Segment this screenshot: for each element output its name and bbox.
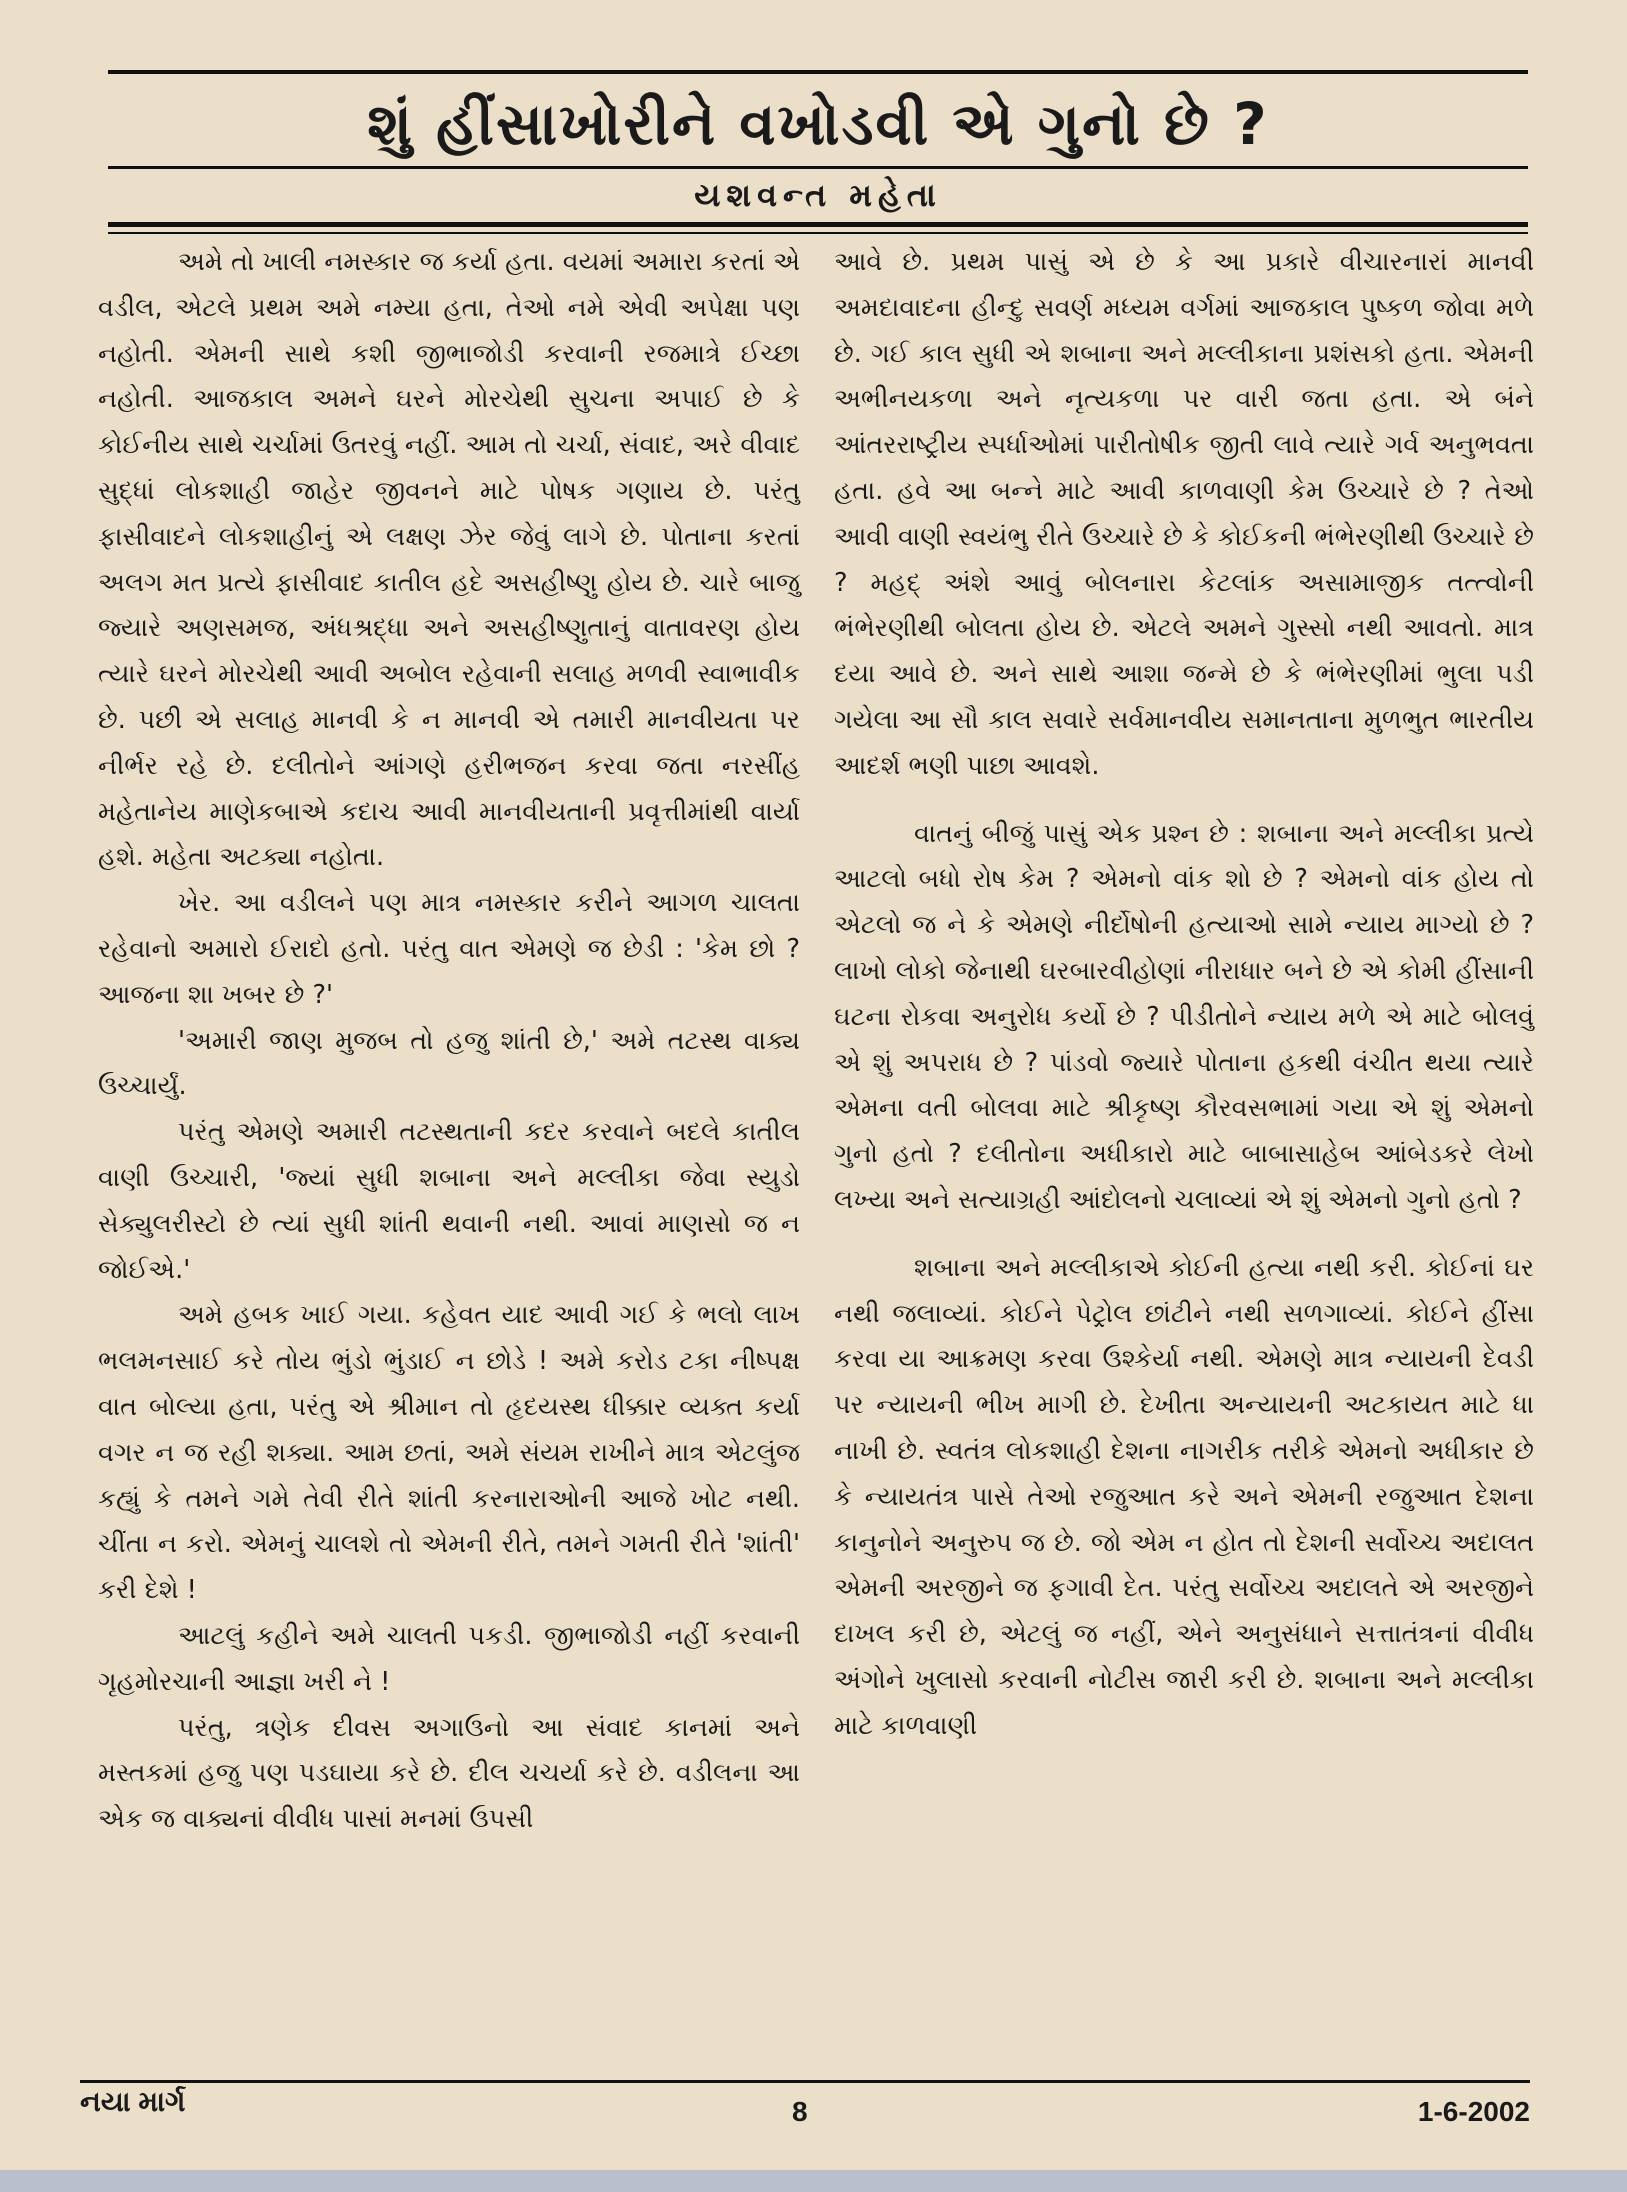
- article-author: યશવન્ત મહેતા: [694, 176, 942, 214]
- footer-rule: [80, 2080, 1530, 2083]
- paragraph: આવે છે. પ્રથમ પાસું એ છે કે આ પ્રકારે વીચારનારાં માનવી અમદાવાદના હીન્દુ સવર્ણ મધ્યમ વર્ગમાં આજકાલ પુષ્કળ જોવા મળે છે. ગઈ કાલ સુધી એ શબાના અને મલ્લીકાના પ્રશંસકો હતા. એમની અભીનયકળા અને નૃત્યકળા પર વારી જતા હતા. એ બંને આંતરરાષ્ટ્રીય સ્પર્ધાઓમાં પારીતોષીક જીતી લાવે ત્યારે ગર્વ અનુભવતા હતા. હવે આ બન્ને માટે આવી કાળવાણી કેમ ઉચ્ચારે છે ? તેઓ આવી વાણી સ્વયંભુ રીતે ઉચ્ચારે છે કે કોઈકની ભંભેરણીથી ઉચ્ચારે છે ? મહદ્ અંશે આવું બોલનારા કેટલાંક અસામાજીક તત્ત્વોની ભંભેરણીથી બોલતા હોય છે. એટલે અમને ગુસ્સો નથી આવતો. માત્ર દયા આવે છે. અને સાથે આશા જન્મે છે કે ભંભેરણીમાં ભુલા પડી ગયેલા આ સૌ કાલ સવારે સર્વમાનવીય સમાનતાના મુળભુત ભારતીય આદર્શ ભણી પાછા આવશે.: [834, 247, 1534, 781]
- article-title: શું હીંસાખોરીને વખોડવી એ ગુનો છે ?: [367, 90, 1269, 158]
- top-rule: [108, 70, 1528, 74]
- paragraph: પરંતુ એમણે અમારી તટસ્થતાની કદર કરવાને બદલે કાતીલ વાણી ઉચ્ચારી, 'જ્યાં સુધી શબાના અને મલ્લીકા જેવા સ્યુડો સેક્યુલરીસ્ટો છે ત્યાં સુધી શાંતી થવાની નથી. આવાં માણસો જ ન જોઈએ.': [98, 1117, 800, 1285]
- paragraph: અમે તો ખાલી નમસ્કાર જ કર્યા હતા. વયમાં અમારા કરતાં એ વડીલ, એટલે પ્રથમ અમે નમ્યા હતા, તેઓ નમે એવી અપેક્ષા પણ નહોતી. એમની સાથે કશી જીભાજોડી કરવાની રજમાત્રે ઈચ્છા નહોતી. આજકાલ અમને ઘરને મોરચેથી સુચના અપાઈ છે કે કોઈનીય સાથે ચર્ચામાં ઉતરવું નહીં. આમ તો ચર્ચા, સંવાદ, અરે વીવાદ સુદ્ધાં લોકશાહી જાહેર જીવનને માટે પોષક ગણાય છે. પરંતુ ફાસીવાદને લોકશાહીનું એ લક્ષણ ઝેર જેવું લાગે છે. પોતાના કરતાં અલગ મત પ્રત્યે ફાસીવાદ કાતીલ હદે અસહીષ્ણુ હોય છે. ચારે બાજુ જ્યારે અણસમજ, અંધશ્રદ્ધા અને અસહીષ્ણુતાનું વાતાવરણ હોય ત્યારે ઘરને મોરચેથી આવી અબોલ રહેવાની સલાહ મળવી સ્વાભાવીક છે. પછી એ સલાહ માનવી કે ન માનવી એ તમારી માનવીયતા પર નીર્ભર રહે છે. દલીતોને આંગણે હરીભજન કરવા જતા નરસીંહ મહેતાનેય માણેકબાએ કદાચ આવી માનવીયતાની પ્રવૃત્તીમાંથી વાર્યા હશે. મહેતા અટક્યા નહોતા.: [98, 247, 800, 873]
- title-rule: [108, 166, 1528, 169]
- publication-name: નયા માર્ગ: [80, 2086, 186, 2117]
- paragraph: 'અમારી જાણ મુજબ તો હજુ શાંતી છે,' અમે તટસ્થ વાક્ય ઉચ્ચાર્યું.: [98, 1025, 800, 1102]
- left-column: [98, 240, 800, 1843]
- paragraph: શબાના અને મલ્લીકાએ કોઈની હત્યા નથી કરી. કોઈનાં ઘર નથી જલાવ્યાં. કોઈને પેટ્રોલ છાંટીને નથી સળગાવ્યાં. કોઈને હીંસા કરવા યા આક્રમણ કરવા ઉશ્કેર્યા નથી. એમણે માત્ર ન્યાયની દેવડી પર ન્યાયની ભીખ માગી છે. દેખીતા અન્યાયની અટકાયત માટે ધા નાખી છે. સ્વતંત્ર લોકશાહી દેશના નાગરીક તરીકે એમનો અધીકાર છે કે ન્યાયતંત્ર પાસે તેઓ રજુઆત કરે અને એમની રજુઆત દેશના કાનુનોને અનુરુપ જ છે. જો એમ ન હોત તો દેશની સર્વોચ્ચ અદાલત એમની અરજીને જ ફગાવી દેત. પરંતુ સર્વોચ્ચ અદાલતે એ અરજીને દાખલ કરી છે, એટલું જ નહીં, એને અનુસંધાને સત્તાતંત્રનાં વીવીધ અંગોને ખુલાસો કરવાની નોટીસ જારી કરી છે. શબાના અને મલ્લીકા માટે કાળવાણી: [834, 1252, 1534, 1741]
- issue-date: 1-6-2002: [1417, 2096, 1530, 2127]
- author-rule-thick: [108, 222, 1528, 227]
- paragraph: પરંતુ, ત્રણેક દીવસ અગાઉનો આ સંવાદ કાનમાં અને મસ્તકમાં હજુ પણ પડઘાયા કરે છે. દીલ ચચર્યા કરે છે. વડીલના આ એક જ વાક્યનાં વીવીધ પાસાં મનમાં ઉપસી: [98, 1712, 800, 1835]
- right-column: [834, 240, 1534, 1750]
- scan-edge: [0, 2170, 1627, 2192]
- paragraph: વાતનું બીજું પાસું એક પ્રશ્ન છે : શબાના અને મલ્લીકા પ્રત્યે આટલો બધો રોષ કેમ ? એમનો વાંક શો છે ? એમનો વાંક હોય તો એટલો જ ને કે એમણે નીર્દોષોની હત્યાઓ સામે ન્યાય માગ્યો છે ? લાખો લોકો જેનાથી ઘરબારવીહોણાં નીરાધાર બને છે એ કોમી હીંસાની ઘટના રોકવા અનુરોધ કર્યો છે ? પીડીતોને ન્યાય મળે એ માટે બોલવું એ શું અપરાધ છે ? પાંડવો જ્યારે પોતાના હકથી વંચીત થયા ત્યારે એમના વતી બોલવા માટે શ્રીકૃષ્ણ કૌરવસભામાં ગયા એ શું એમનો ગુનો હતો ? દલીતોના અધીકારો માટે બાબાસાહેબ આંબેડકરે લેખો લખ્યા અને સત્યાગ્રહી આંદોલનો ચલાવ્યાં એ શું એમનો ગુનો હતો ?: [834, 818, 1534, 1215]
- paragraph: આટલું કહીને અમે ચાલતી પકડી. જીભાજોડી નહીં કરવાની ગૃહમોરચાની આજ્ઞા ખરી ને !: [98, 1620, 800, 1697]
- author-rule-thin: [108, 232, 1528, 234]
- page-number: 8: [792, 2096, 808, 2127]
- paragraph: અમે હબક ખાઈ ગયા. કહેવત યાદ આવી ગઈ કે ભલો લાખ ભલમનસાઈ કરે તોય ભુંડો ભુંડાઈ ન છોડે ! અમે કરોડ ટકા નીષ્પક્ષ વાત બોલ્યા હતા, પરંતુ એ શ્રીમાન તો હૃદયસ્થ ધીક્કાર વ્યક્ત કર્યા વગર ન જ રહી શક્યા. આમ છતાં, અમે સંયમ રાખીને માત્ર એટલુંજ કહ્યું કે તમને ગમે તેવી રીતે શાંતી કરનારાઓની આજે ખોટ નથી. ચીંતા ન કરો. એમનું ચાલશે તો એમની રીતે, તમને ગમતી રીતે 'શાંતી' કરી દેશે !: [98, 1300, 800, 1606]
- paragraph: ખેર. આ વડીલને પણ માત્ર નમસ્કાર કરીને આગળ ચાલતા રહેવાનો અમારો ઈરાદો હતો. પરંતુ વાત એમણે જ છેડી : 'કેમ છો ? આજના શા ખબર છે ?': [98, 888, 800, 1010]
